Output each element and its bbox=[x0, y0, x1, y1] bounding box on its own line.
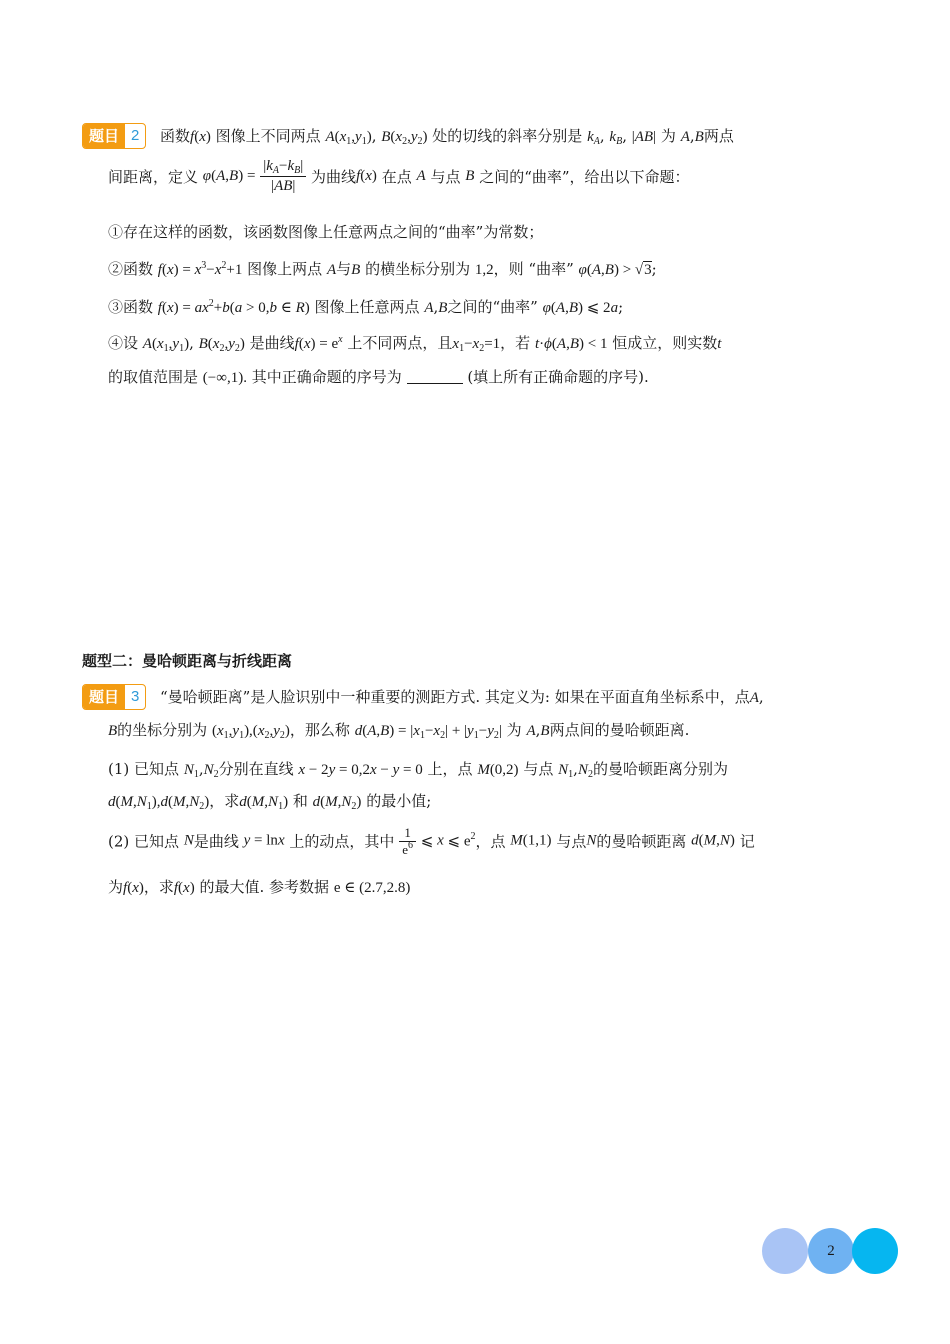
q2-line-1: 函数f(x) 图像上不同两点 $A(x_1,y_1)$, $B(x_2,y_2)$ 处的切线的斜率分别是 $k_A$, $k_B$, |AB| 为 A,B两点 bbox=[160, 127, 734, 147]
question-badge-label: 题目 bbox=[83, 685, 125, 709]
q3-line-2: B的坐标分别为 $(x_1,y_1),(x_2,y_2)$，那么称 $d(A,B) = |x_1-x_2| + |y_1-y_2|$ 为 A,B两点间的曼哈顿距离. bbox=[108, 721, 690, 741]
page-number-indicator bbox=[762, 1228, 902, 1278]
q2-line-2: 间距离，定义 φ(A,B) = $\frac{|k_A-k_B|}{|AB|}$ 为曲线f(x) 在点 A 与点 B 之间的“曲率”，给出以下命题： bbox=[108, 158, 690, 194]
q3-part1-line-2: $d(M,N_1),d(M,N_2)$，求$d(M,N_1)$ 和 $d(M,N_2)$ 的最小值; bbox=[108, 792, 432, 812]
q3-part2-line-2: 为f(x)，求f(x) 的最大值. 参考数据 e ∈ (2.7,2.8) bbox=[108, 878, 411, 896]
q2-item-3: ③函数 $f(x) = ax^2+b(a > 0,b$ ∈ R) 图像上任意两点 A,B之间的“曲率” φ(A,B) ⩽ 2a; bbox=[108, 298, 624, 316]
q3-line-1: “曼哈顿距离”是人脸识别中一种重要的测距方式. 其定义为: 如果在平面直角坐标系中，点A, bbox=[160, 688, 764, 706]
q2-item-1: ①存在这样的函数，该函数图像上任意两点之间的“曲率”为常数； bbox=[108, 223, 544, 241]
question-badge-number: 2 bbox=[131, 127, 140, 144]
question-3-badge bbox=[82, 684, 146, 710]
fraction-1-over-e6: $\frac{1}{e^6}$ bbox=[399, 826, 416, 856]
page-dot-right bbox=[852, 1228, 898, 1274]
question-2-badge bbox=[82, 123, 146, 149]
q2-item-4: ④设 $A(x_1,y_1)$, $B(x_2,y_2)$ 是曲线$f(x) = e^x$ 上不同两点，且$x_1-x_2=1$，若 t·ϕ(A,B) < 1 恒成立，则实数t bbox=[108, 334, 722, 354]
answer-blank bbox=[407, 369, 463, 384]
section-title: 题型二：曼哈顿距离与折线距离 bbox=[82, 652, 293, 670]
q2-tail-line: 的取值范围是 (−∞,1). 其中正确命题的序号为 (填上所有正确命题的序号). bbox=[108, 368, 649, 386]
q3-part1-line-1: (1) 已知点 $N_1,N_2$分别在直线 x − 2y = 0,2x − y = 0 上，点 M(0,2) 与点 $N_1,N_2$的曼哈顿距离分别为 bbox=[108, 760, 728, 780]
page-dot-left bbox=[762, 1228, 808, 1274]
curvature-fraction: $\frac{|k_A-k_B|}{|AB|}$ bbox=[260, 158, 306, 195]
page-number: 2 bbox=[827, 1243, 835, 1259]
q3-part2-line-1: (2) 已知点 N是曲线 y = lnx 上的动点，其中 $\frac{1}{e^6}$ ⩽ x ⩽ $e^2$，点 M(1,1) 与点N的曼哈顿距离 d(M,N) 记 bbox=[108, 825, 755, 857]
question-badge-label: 题目 bbox=[83, 124, 125, 148]
q2-item-2: ②函数 $f(x) = x^3-x^2+1$ 图像上两点 A与B 的横坐标分别为 1,2，则 “曲率” φ(A,B) > √3; bbox=[108, 260, 657, 278]
question-badge-number: 3 bbox=[131, 688, 140, 705]
